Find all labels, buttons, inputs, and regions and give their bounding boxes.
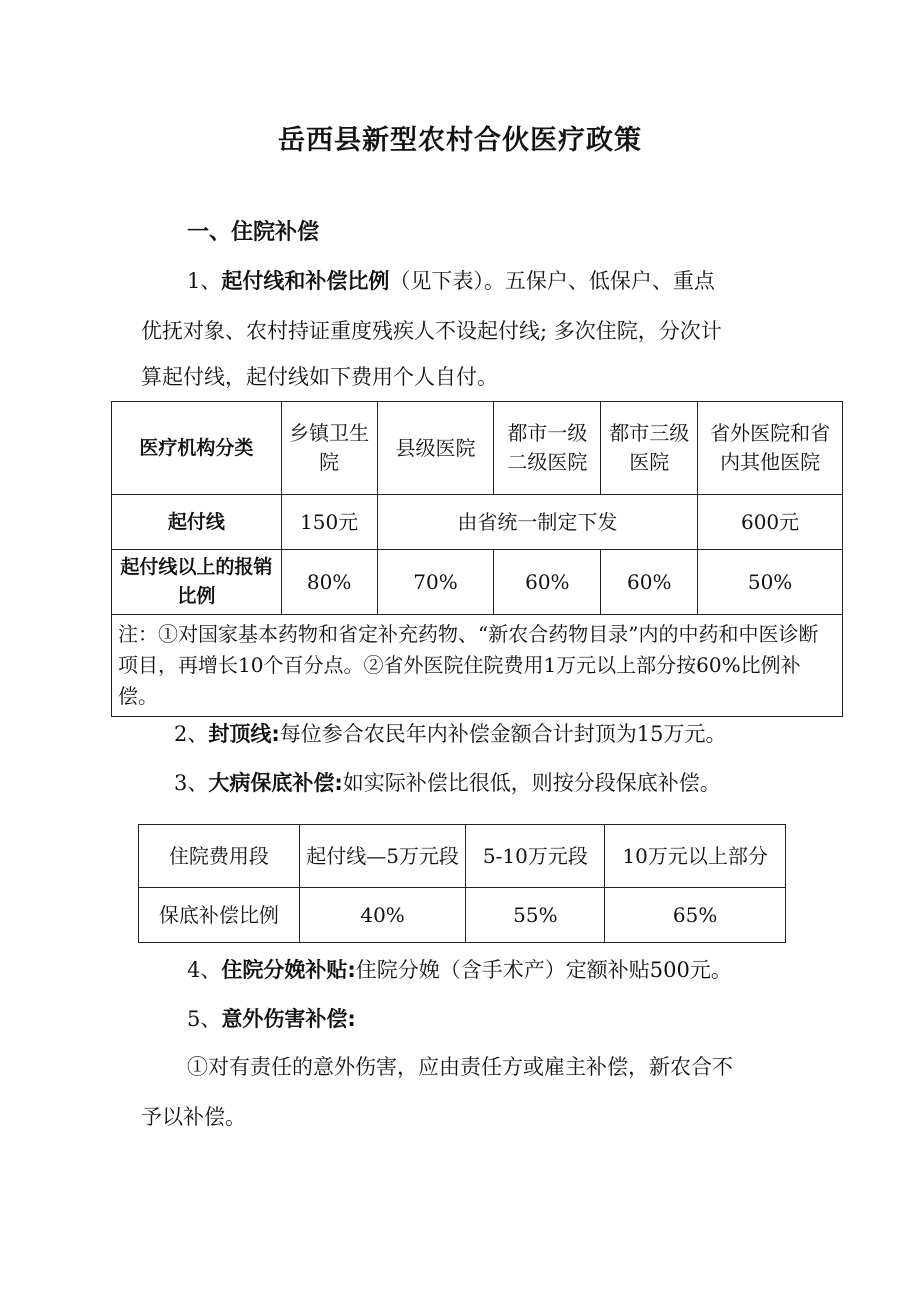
- table2-ratio-label: 保底补偿比例: [139, 888, 300, 943]
- table1-threshold-label: 起付线: [112, 495, 282, 550]
- table1-note-row: [112, 615, 843, 717]
- table1-header-category: 医疗机构分类: [112, 402, 282, 495]
- table2-ratio-1: 40%: [299, 888, 466, 943]
- table1-threshold-merged: 由省统一制定下发: [377, 495, 698, 550]
- item5-number: 5、: [187, 1007, 222, 1031]
- table1-ratio-township: 80%: [281, 550, 377, 615]
- table1-threshold-row: [112, 495, 843, 550]
- item4-text: 住院分娩（含手术产）定额补贴500元。: [355, 958, 732, 982]
- item1-line1: [187, 266, 715, 296]
- item3-heading: 大病保底补偿:: [208, 771, 343, 795]
- table2-segment-3: 10万元以上部分: [605, 825, 786, 888]
- table2-segment-label: 住院费用段: [139, 825, 300, 888]
- table2-segment-1: 起付线—5万元段: [299, 825, 466, 888]
- item1-text-line1: （见下表）。五保户、低保户、重点: [389, 269, 715, 293]
- item5-sub-line1: ①对有责任的意外伤害，应由责任方或雇主补偿，新农合不: [187, 1055, 733, 1079]
- table1-ratio-city3: 60%: [601, 550, 698, 615]
- table1-ratio-label: 起付线以上的报销比例: [112, 550, 282, 615]
- table1-ratio-outside: 50%: [698, 550, 843, 615]
- threshold-ratio-table: [111, 401, 843, 717]
- item1-line2: 优抚对象、农村持证重度残疾人不设起付线; 多次住院，分次计: [141, 319, 722, 343]
- item3-line: [174, 768, 721, 798]
- item1-line3: 算起付线，起付线如下费用个人自付。: [141, 365, 498, 389]
- section-heading-inpatient: 一、住院补偿: [187, 220, 320, 245]
- item2-number: 2、: [174, 722, 209, 746]
- item5-line: [187, 1004, 356, 1034]
- minimum-compensation-table: [138, 824, 786, 943]
- table1-note: 注：①对国家基本药物和省定补充药物、“新农合药物目录”内的中药和中医诊断项目，再增长10个百分点。②省外医院住院费用1万元以上部分按60%比例补偿。: [112, 615, 843, 717]
- table1-ratio-county: 70%: [377, 550, 494, 615]
- item4-line: [187, 955, 732, 985]
- table2-ratio-row: [139, 888, 786, 943]
- table1-header-city12: 都市一级二级医院: [494, 402, 601, 495]
- table1-threshold-outside: 600元: [698, 495, 843, 550]
- item1-heading: 起付线和补偿比例: [221, 269, 390, 293]
- item3-text: 如实际补偿比很低，则按分段保底补偿。: [342, 771, 721, 795]
- item4-heading: 住院分娩补贴:: [221, 958, 356, 982]
- table1-header-row: [112, 402, 843, 495]
- table1-header-city3: 都市三级医院: [601, 402, 698, 495]
- table1-ratio-city12: 60%: [494, 550, 601, 615]
- table1-header-township: 乡镇卫生院: [281, 402, 377, 495]
- item1-number: 1、: [187, 269, 222, 293]
- document-title: 岳西县新型农村合伙医疗政策: [278, 125, 642, 156]
- item5-heading: 意外伤害补偿:: [221, 1007, 356, 1031]
- item5-sub-line2: 予以补偿。: [141, 1105, 246, 1129]
- table1-header-county: 县级医院: [377, 402, 494, 495]
- table2-ratio-2: 55%: [466, 888, 605, 943]
- item2-text: 每位参合农民年内补偿金额合计封顶为15万元。: [279, 722, 727, 746]
- item4-number: 4、: [187, 958, 222, 982]
- item2-line: [174, 719, 727, 749]
- table1-header-outside: 省外医院和省内其他医院: [698, 402, 843, 495]
- table2-ratio-3: 65%: [605, 888, 786, 943]
- table1-threshold-township: 150元: [281, 495, 377, 550]
- table2-segment-row: [139, 825, 786, 888]
- table1-ratio-row: [112, 550, 843, 615]
- item2-heading: 封顶线:: [208, 722, 280, 746]
- table2-segment-2: 5-10万元段: [466, 825, 605, 888]
- item3-number: 3、: [174, 771, 209, 795]
